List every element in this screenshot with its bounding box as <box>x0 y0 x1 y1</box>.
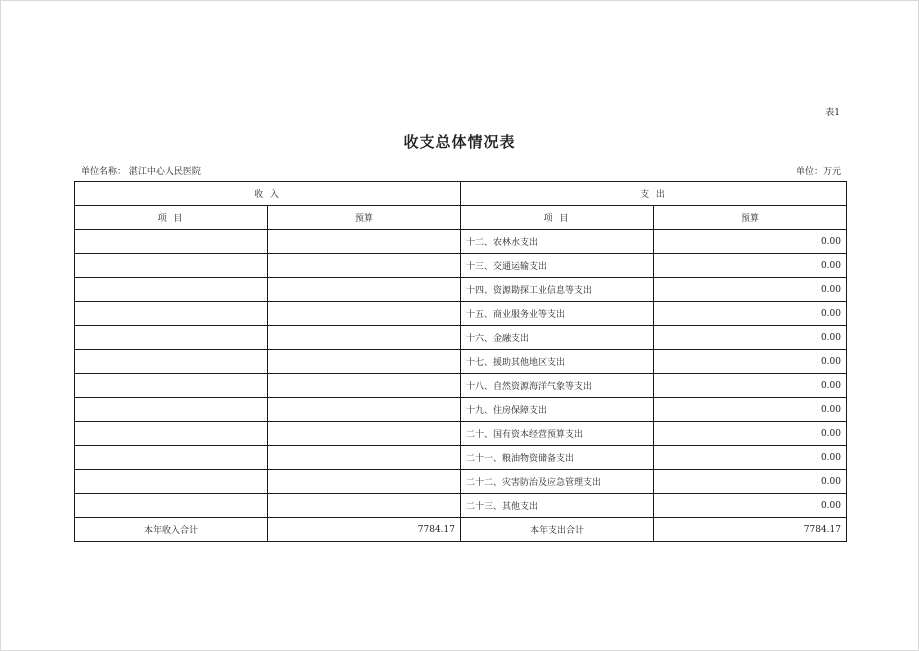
total-expense-label: 本年支出合计 <box>461 518 654 542</box>
expense-item-cell: 十六、金融支出 <box>461 326 654 350</box>
expense-budget-cell: 0.00 <box>654 446 847 470</box>
total-income-value: 7784.17 <box>268 518 461 542</box>
currency-unit: 单位：万元 <box>795 167 841 177</box>
income-budget-cell <box>268 494 461 518</box>
table-row <box>75 446 847 470</box>
page-title: 收支总体情况表 <box>403 133 516 151</box>
expense-item-cell: 二十一、粮油物资储备支出 <box>461 446 654 470</box>
income-budget-cell <box>268 422 461 446</box>
table-row <box>75 302 847 326</box>
income-item-cell <box>75 470 268 494</box>
income-budget-cell <box>268 398 461 422</box>
income-budget-cell <box>268 230 461 254</box>
income-item-header: 项 目 <box>75 206 268 230</box>
table-row <box>75 422 847 446</box>
column-header-row <box>75 206 847 230</box>
expense-item-cell: 二十、国有资本经营预算支出 <box>461 422 654 446</box>
expense-item-cell: 十八、自然资源海洋气象等支出 <box>461 374 654 398</box>
expense-budget-cell: 0.00 <box>654 494 847 518</box>
expense-budget-cell: 0.00 <box>654 302 847 326</box>
table-row <box>75 350 847 374</box>
table-row <box>75 398 847 422</box>
total-income-label: 本年收入合计 <box>75 518 268 542</box>
expense-budget-cell: 0.00 <box>654 422 847 446</box>
income-item-cell <box>75 326 268 350</box>
income-item-cell <box>75 278 268 302</box>
income-item-cell <box>75 422 268 446</box>
income-budget-header: 预算 <box>268 206 461 230</box>
expense-item-header: 项 目 <box>461 206 654 230</box>
total-row <box>75 518 847 542</box>
table-row <box>75 494 847 518</box>
expense-budget-cell: 0.00 <box>654 398 847 422</box>
income-budget-cell <box>268 302 461 326</box>
income-section-header: 收 入 <box>75 182 461 206</box>
unit-name-line <box>81 164 201 177</box>
expense-budget-cell: 0.00 <box>654 470 847 494</box>
income-budget-cell <box>268 350 461 374</box>
income-budget-cell <box>268 254 461 278</box>
table-row <box>75 254 847 278</box>
table-row <box>75 326 847 350</box>
income-budget-cell <box>268 374 461 398</box>
expense-budget-cell: 0.00 <box>654 350 847 374</box>
section-header-row <box>75 182 847 206</box>
income-item-cell <box>75 230 268 254</box>
table-row <box>75 278 847 302</box>
income-item-cell <box>75 494 268 518</box>
expense-section-header: 支 出 <box>461 182 847 206</box>
expense-budget-cell: 0.00 <box>654 278 847 302</box>
budget-summary-table <box>74 181 847 542</box>
expense-budget-cell: 0.00 <box>654 374 847 398</box>
expense-budget-cell: 0.00 <box>654 254 847 278</box>
table-number: 表1 <box>825 108 840 118</box>
expense-item-cell: 二十三、其他支出 <box>461 494 654 518</box>
income-budget-cell <box>268 326 461 350</box>
unit-name: 湛江中心人民医院 <box>128 167 201 177</box>
table-row <box>75 470 847 494</box>
income-item-cell <box>75 398 268 422</box>
income-item-cell <box>75 350 268 374</box>
expense-item-cell: 十五、商业服务业等支出 <box>461 302 654 326</box>
expense-budget-header: 预算 <box>654 206 847 230</box>
expense-item-cell: 二十二、灾害防治及应急管理支出 <box>461 470 654 494</box>
total-expense-value: 7784.17 <box>654 518 847 542</box>
income-budget-cell <box>268 446 461 470</box>
income-item-cell <box>75 254 268 278</box>
expense-item-cell: 十四、资源勘探工业信息等支出 <box>461 278 654 302</box>
expense-item-cell: 十九、住房保障支出 <box>461 398 654 422</box>
table-row <box>75 374 847 398</box>
income-budget-cell <box>268 470 461 494</box>
expense-item-cell: 十七、援助其他地区支出 <box>461 350 654 374</box>
income-budget-cell <box>268 278 461 302</box>
income-item-cell <box>75 374 268 398</box>
expense-budget-cell: 0.00 <box>654 326 847 350</box>
income-item-cell <box>75 446 268 470</box>
unit-name-label: 单位名称： <box>81 167 127 177</box>
expense-budget-cell: 0.00 <box>654 230 847 254</box>
expense-item-cell: 十三、交通运输支出 <box>461 254 654 278</box>
table-row <box>75 230 847 254</box>
income-item-cell <box>75 302 268 326</box>
expense-item-cell: 十二、农林水支出 <box>461 230 654 254</box>
